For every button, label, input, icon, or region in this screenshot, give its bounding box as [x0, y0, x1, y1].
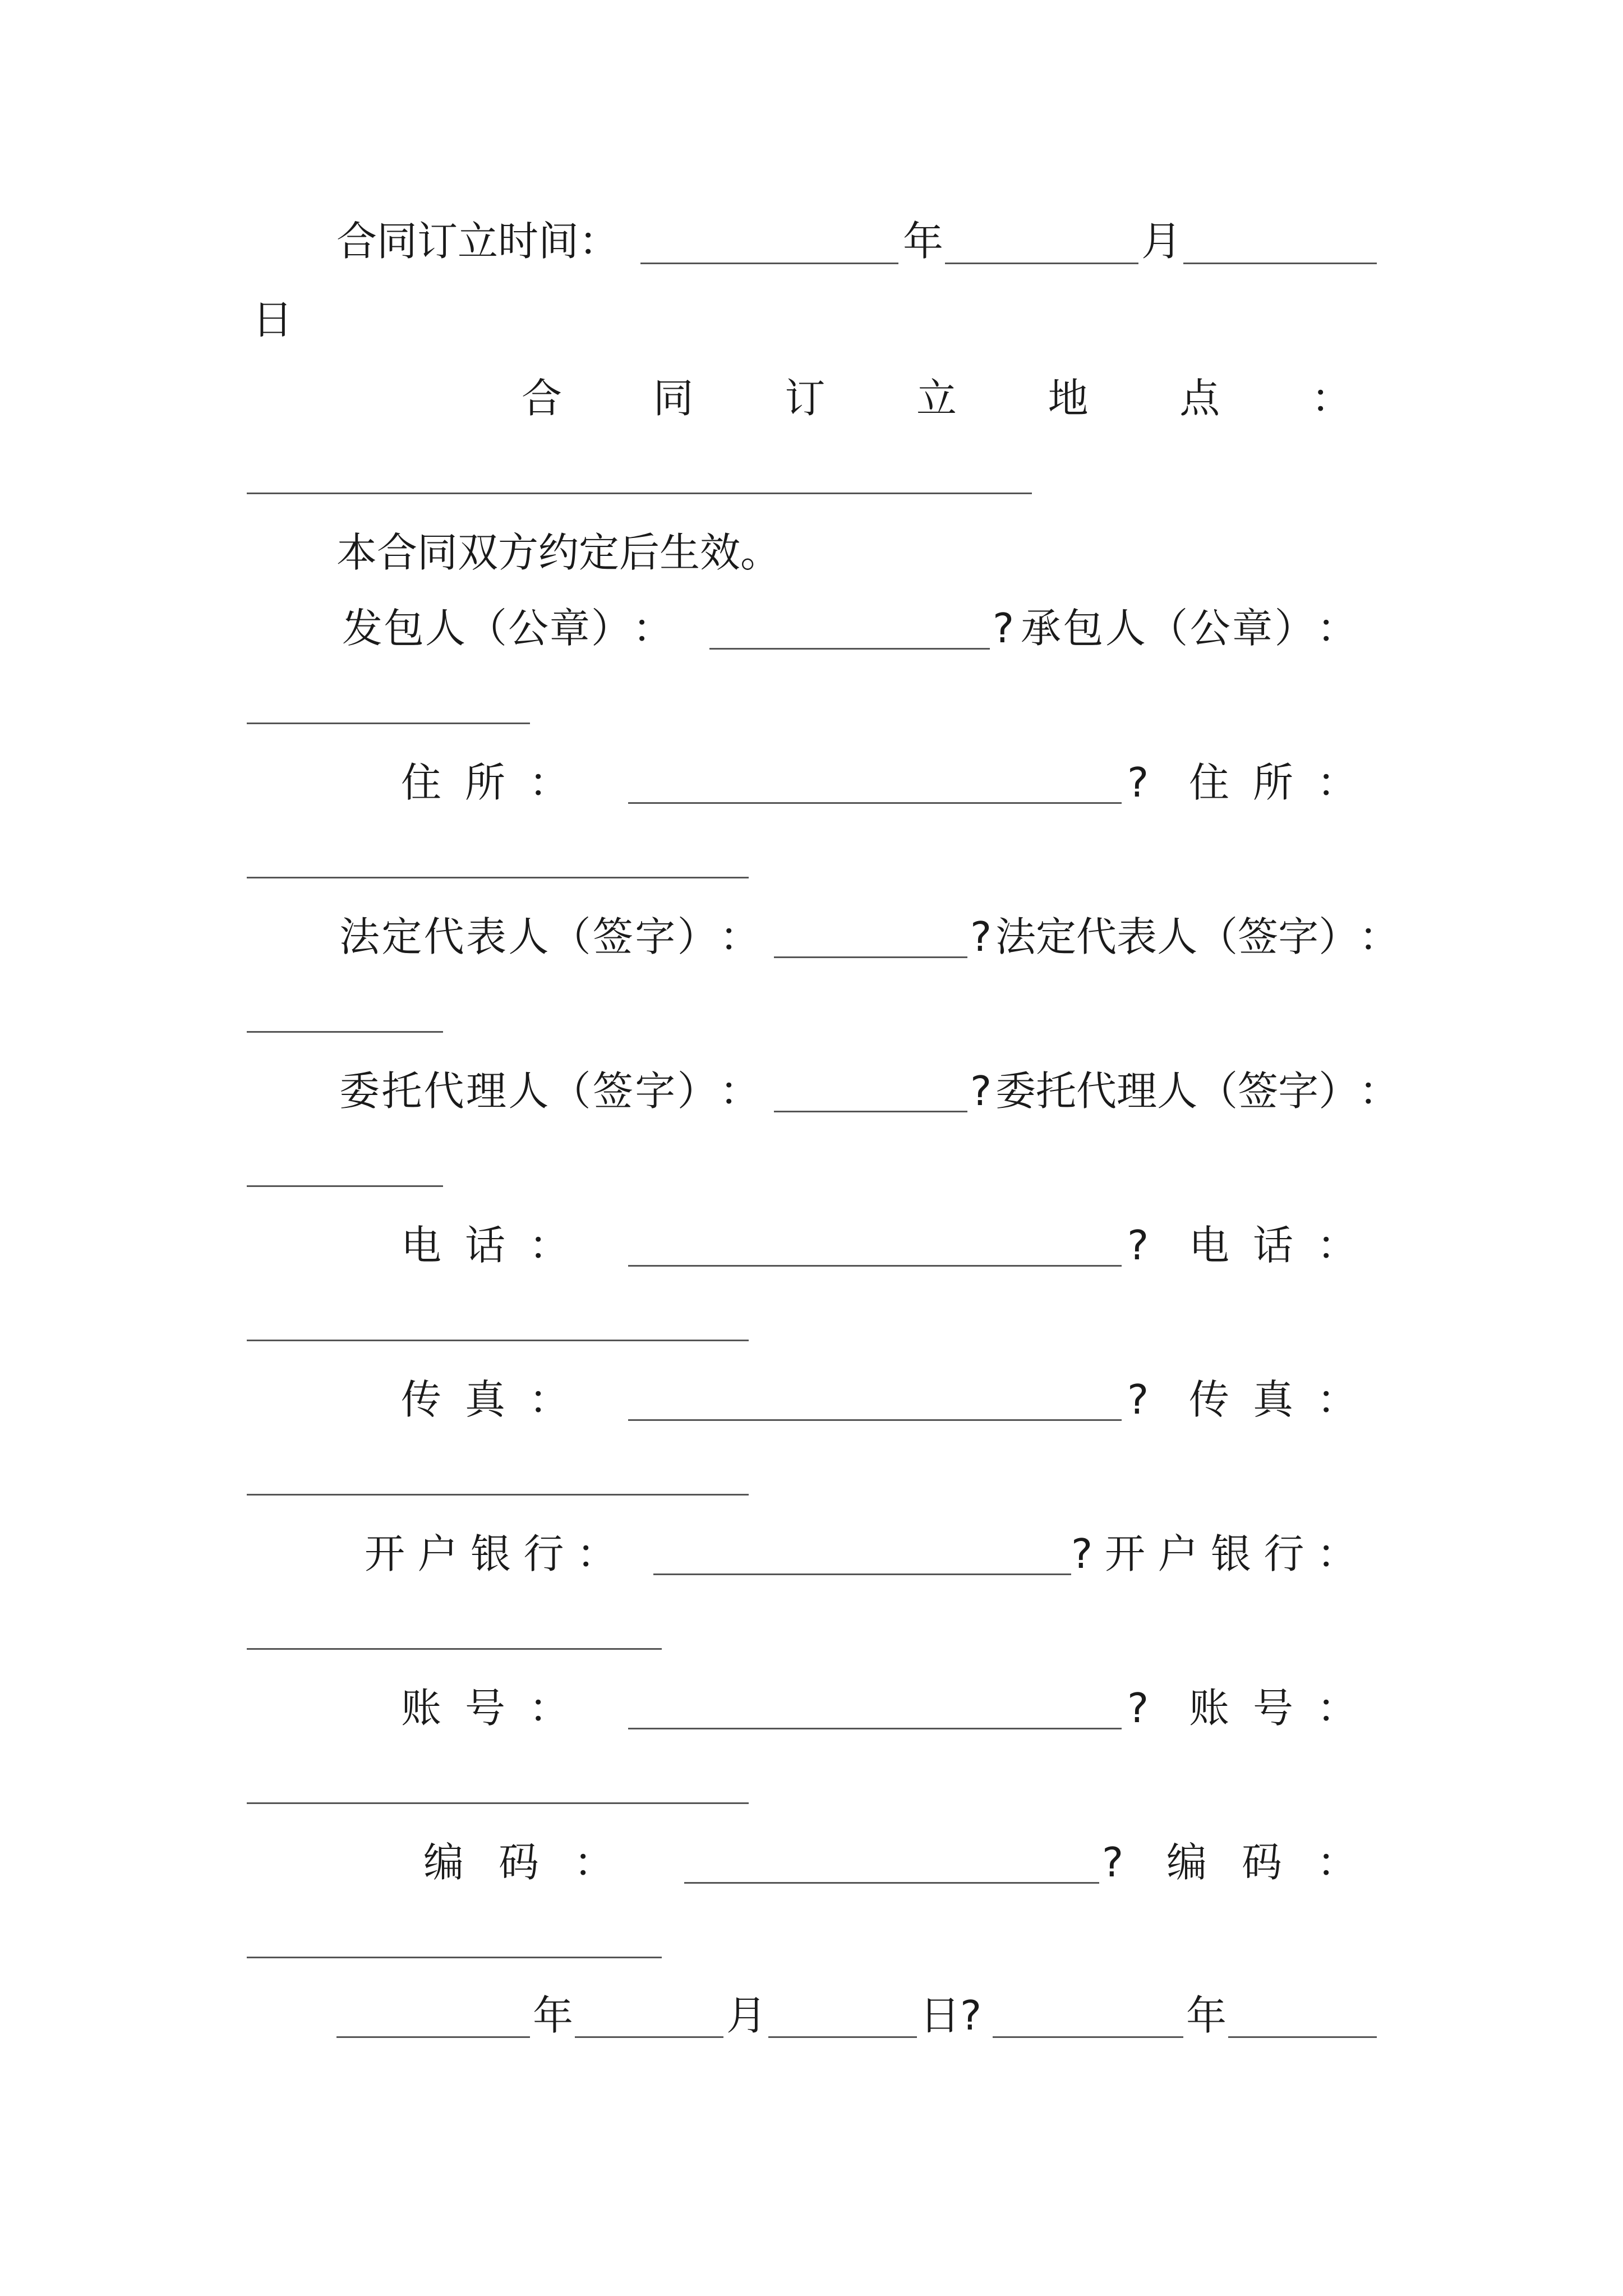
label-char: 章: [1232, 605, 1273, 652]
label-char: ：: [576, 1530, 617, 1577]
label-char: （: [1197, 1068, 1238, 1115]
column-separator: ?: [1127, 1376, 1149, 1423]
employer-phone-label: [401, 1220, 569, 1271]
label-char: 开: [1105, 1530, 1146, 1577]
label-char: 同: [653, 375, 694, 422]
label-char: ：: [1359, 1068, 1400, 1115]
label-char: 住: [401, 759, 442, 806]
employer-date-year-label: 年: [533, 1992, 574, 2039]
label-char: 住: [1189, 759, 1230, 806]
label-char: 代: [1076, 1068, 1117, 1115]
label-char: 电: [1189, 1222, 1230, 1269]
label-char: 表: [465, 913, 506, 960]
label-char: ：: [1311, 375, 1352, 422]
label-char: 委: [995, 1068, 1036, 1115]
label-char: 电: [401, 1222, 442, 1269]
label-char: 签: [592, 913, 633, 960]
label-char: 号: [1252, 1685, 1293, 1732]
label-char: 定: [381, 913, 422, 960]
contractor-address-label: [1189, 757, 1357, 808]
contractor-postcode-blank: [247, 1957, 662, 1958]
label-char: 码: [1241, 1839, 1282, 1886]
contract-time-day-blank: [1183, 263, 1377, 264]
employer-date-year-blank: [336, 2036, 530, 2038]
column-separator: ?: [1127, 1685, 1149, 1732]
label-char: 字: [1278, 1068, 1319, 1115]
label-char: ：: [719, 1068, 760, 1115]
label-char: 账: [401, 1685, 442, 1732]
label-char: 点: [1179, 375, 1220, 422]
label-char: 户: [417, 1530, 458, 1577]
label-char: ：: [528, 1222, 569, 1269]
contract-time-year-label: 年: [903, 218, 944, 265]
label-char: 字: [1278, 913, 1319, 960]
label-char: 托: [381, 1068, 422, 1115]
column-separator: ?: [1071, 1530, 1093, 1577]
label-char: ）: [677, 913, 718, 960]
contract-place-blank: [247, 493, 1032, 494]
contractor-seal-label: [1021, 603, 1357, 654]
label-char: 签: [1238, 913, 1279, 960]
column-separator: ?: [1127, 1222, 1149, 1269]
employer-fax-blank: [628, 1419, 1122, 1421]
employer-bank-blank: [653, 1573, 1071, 1575]
contractor-date-year-label: 年: [1186, 1992, 1227, 2039]
label-char: 法: [995, 913, 1036, 960]
contract-time-month-label: 月: [1141, 218, 1182, 265]
contract-time-day-label: 日: [252, 296, 293, 343]
label-char: 银: [1210, 1530, 1251, 1577]
label-char: 公: [1189, 605, 1230, 652]
label-char: ）: [591, 605, 631, 652]
label-char: ：: [528, 1685, 569, 1732]
label-char: （: [550, 1068, 591, 1115]
employer-agent-blank: [774, 1111, 967, 1112]
employer-fax-label: [401, 1374, 569, 1425]
label-char: 人: [508, 913, 549, 960]
employer-bank-label: [365, 1529, 617, 1579]
employer-legal-rep-label: [339, 912, 760, 962]
label-char: ：: [1316, 1685, 1357, 1732]
label-char: （: [1147, 605, 1188, 652]
column-separator: ?: [1127, 759, 1149, 806]
contract-place-label: [522, 373, 1352, 424]
label-char: 传: [401, 1376, 442, 1423]
employer-postcode-blank: [684, 1882, 1099, 1884]
label-char: （: [466, 605, 507, 652]
label-char: 托: [1036, 1068, 1077, 1115]
contractor-address-blank: [247, 877, 749, 878]
label-char: 包: [1063, 605, 1104, 652]
label-char: 法: [339, 913, 380, 960]
label-char: 签: [1238, 1068, 1279, 1115]
label-char: 账: [1189, 1685, 1230, 1732]
employer-account-blank: [628, 1728, 1122, 1729]
label-char: 订: [785, 375, 826, 422]
label-char: 章: [549, 605, 590, 652]
label-char: 人: [1157, 1068, 1198, 1115]
label-char: 行: [1264, 1530, 1304, 1577]
label-char: 人: [1105, 605, 1146, 652]
label-char: 户: [1158, 1530, 1198, 1577]
contractor-fax-blank: [247, 1494, 749, 1496]
label-char: 所: [1252, 759, 1293, 806]
employer-seal-label: [342, 603, 673, 654]
effect-statement: 本合同双方约定后生效。: [336, 529, 781, 576]
contract-time-label: 合同订立时间：: [336, 218, 620, 265]
label-char: 码: [498, 1839, 539, 1886]
column-separator: ?: [970, 1068, 992, 1115]
contract-time-month-blank: [945, 263, 1138, 264]
label-char: 表: [1117, 913, 1158, 960]
employer-agent-label: [339, 1066, 760, 1116]
label-char: ：: [1359, 913, 1400, 960]
employer-seal-blank: [709, 648, 990, 650]
contractor-date-month-blank: [1228, 2036, 1377, 2038]
label-char: ：: [1316, 759, 1357, 806]
employer-date-month-label: 月: [726, 1992, 767, 2039]
label-char: 真: [1252, 1376, 1293, 1423]
employer-date-day-blank: [768, 2036, 917, 2038]
employer-phone-blank: [628, 1265, 1122, 1267]
label-char: ：: [1316, 1222, 1357, 1269]
label-char: 传: [1189, 1376, 1230, 1423]
contractor-fax-label: [1189, 1374, 1357, 1425]
label-char: 理: [1117, 1068, 1158, 1115]
label-char: ）: [677, 1068, 718, 1115]
label-char: 委: [339, 1068, 380, 1115]
label-char: 包: [383, 605, 424, 652]
contractor-seal-blank: [247, 723, 530, 724]
contractor-legal-rep-blank: [247, 1031, 443, 1033]
label-char: 代: [423, 1068, 464, 1115]
label-char: 所: [464, 759, 505, 806]
contractor-bank-label: [1105, 1529, 1357, 1579]
label-char: 人: [425, 605, 465, 652]
employer-postcode-label: [423, 1837, 614, 1888]
label-char: ：: [528, 1376, 569, 1423]
label-char: 立: [916, 375, 957, 422]
label-char: ：: [1316, 1530, 1357, 1577]
label-char: 承: [1021, 605, 1062, 652]
employer-date-month-blank: [575, 2036, 723, 2038]
contractor-phone-blank: [247, 1340, 749, 1341]
column-separator: ?: [993, 605, 1015, 652]
label-char: ：: [1316, 1376, 1357, 1423]
label-char: ）: [1318, 913, 1359, 960]
label-char: 话: [464, 1222, 505, 1269]
label-char: 发: [342, 605, 383, 652]
column-separator: ?: [1102, 1839, 1124, 1886]
label-char: ：: [1316, 1839, 1357, 1886]
employer-legal-rep-blank: [774, 956, 967, 958]
label-char: ：: [719, 913, 760, 960]
contractor-bank-blank: [247, 1648, 662, 1650]
label-char: 代: [1076, 913, 1117, 960]
label-char: 行: [523, 1530, 564, 1577]
label-char: 银: [470, 1530, 511, 1577]
label-char: 理: [465, 1068, 506, 1115]
label-char: 人: [1157, 913, 1198, 960]
label-char: ：: [632, 605, 673, 652]
contractor-date-year-blank: [993, 2036, 1183, 2038]
label-char: 字: [635, 913, 676, 960]
label-char: 代: [423, 913, 464, 960]
contract-time-year-blank: [640, 263, 898, 264]
employer-address-blank: [628, 802, 1122, 804]
label-char: （: [1197, 913, 1238, 960]
contractor-account-label: [1189, 1683, 1357, 1733]
label-char: 号: [464, 1685, 505, 1732]
column-separator: ?: [970, 913, 992, 960]
label-char: ）: [1318, 1068, 1359, 1115]
contractor-account-blank: [247, 1802, 749, 1804]
label-char: ：: [1316, 605, 1357, 652]
contractor-agent-blank: [247, 1185, 443, 1187]
label-char: 签: [592, 1068, 633, 1115]
employer-address-label: [401, 757, 569, 808]
contractor-phone-label: [1189, 1220, 1357, 1271]
label-char: 话: [1252, 1222, 1293, 1269]
employer-account-label: [401, 1683, 569, 1733]
label-char: 开: [365, 1530, 405, 1577]
label-char: 合: [522, 375, 562, 422]
contractor-postcode-label: [1166, 1837, 1357, 1888]
label-char: 地: [1048, 375, 1089, 422]
label-char: （: [550, 913, 591, 960]
label-char: 定: [1036, 913, 1077, 960]
label-char: 编: [1166, 1839, 1207, 1886]
contractor-agent-label: [995, 1066, 1400, 1116]
label-char: 编: [423, 1839, 464, 1886]
label-char: 公: [508, 605, 548, 652]
label-char: 真: [464, 1376, 505, 1423]
contractor-legal-rep-label: [995, 912, 1400, 962]
label-char: ：: [528, 759, 569, 806]
label-char: ）: [1274, 605, 1315, 652]
label-char: ：: [573, 1839, 614, 1886]
label-char: 人: [508, 1068, 549, 1115]
label-char: 字: [635, 1068, 676, 1115]
employer-date-day-label: 日?: [920, 1992, 982, 2039]
